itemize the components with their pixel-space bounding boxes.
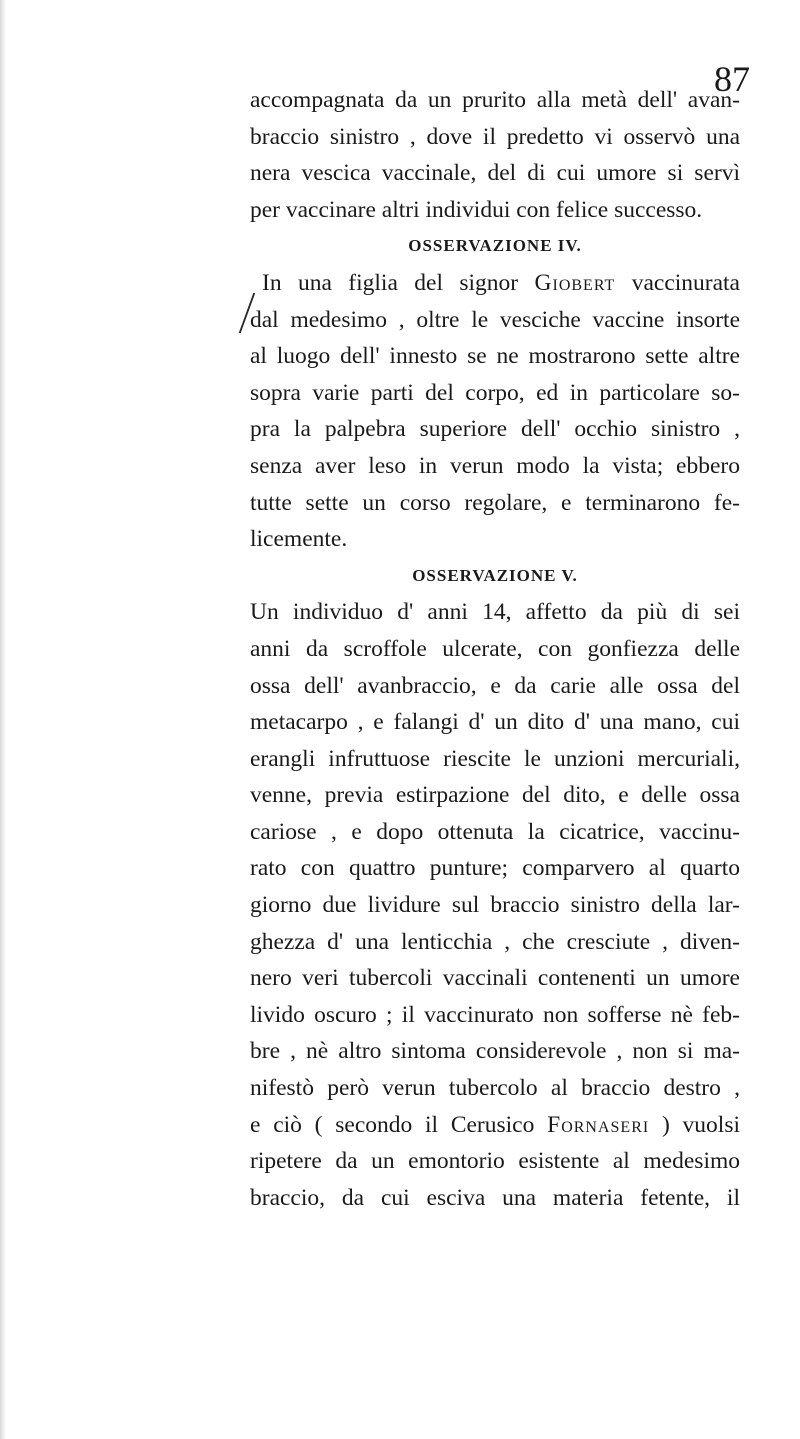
text-line: senza aver leso in verun modo la vista; ebbero (250, 452, 740, 479)
text-line: Un individuo d' anni 14, affetto da più di sei (250, 599, 740, 626)
text-line: per vaccinare altri individui con felice successo. (250, 196, 703, 223)
text-line (250, 265, 740, 302)
text-line: bre , nè altro sintoma considerevole , non si ma- (250, 1038, 740, 1065)
text-line: licemente. (250, 526, 348, 553)
text-line: nero veri tubercoli vaccinali contenenti un umore (250, 965, 740, 992)
text-fragment: In una figlia del signor (262, 269, 535, 296)
text-line: cariose , e dopo ottenuta la cicatrice, vaccinu- (250, 818, 740, 845)
page-edge-shadow (0, 0, 6, 1439)
text-line: dal medesimo , oltre le vesciche vaccine insorte (250, 306, 740, 333)
text-line: tutte sette un corso regolare, e terminarono fe- (250, 489, 740, 516)
page-number: 87 (714, 59, 750, 99)
text-line: braccio, da cui esciva una materia fetente, il (250, 1184, 740, 1211)
text-line: nifestò però verun tubercolo al braccio destro , (250, 1075, 740, 1102)
text-line: nera vescica vaccinale, del di cui umore si servì (250, 160, 740, 187)
text-line: venne, previa estirpazione del dito, e delle ossa (250, 782, 740, 809)
text-line: giorno due lividure sul braccio sinistro della lar- (250, 892, 740, 919)
person-name: Giobert (534, 269, 616, 296)
text-line: pra la palpebra superiore dell' occhio sinistro , (250, 416, 740, 443)
text-line: ossa dell' avanbraccio, e da carie alle ossa del (250, 672, 740, 699)
text-line: braccio sinistro , dove il predetto vi osservò una (250, 123, 740, 150)
section-heading: OSSERVAZIONE IV. (408, 236, 582, 256)
text-line: ghezza d' una lenticchia , che cresciute , diven- (250, 928, 740, 955)
text-line: sopra varie parti del corpo, ed in particolare so- (250, 379, 740, 406)
text-fragment: e ciò ( secondo il Cerusico (250, 1111, 548, 1138)
text-fragment: vaccinurata (615, 269, 740, 296)
body-text (250, 82, 740, 1216)
text-line: erangli infruttuose riescite le unzioni mercuriali, (250, 745, 740, 772)
person-name: Fornaseri (547, 1111, 650, 1138)
text-line: anni da scroffole ulcerate, con gonfiezza delle (250, 635, 740, 662)
text-line: rato con quattro punture; comparvero al quarto (250, 855, 740, 882)
text-line: ripetere da un emontorio esistente al medesimo (250, 1148, 740, 1175)
text-fragment: ) vuolsi (649, 1111, 740, 1138)
text-line: metacarpo , e falangi d' un dito d' una mano, cui (250, 709, 740, 736)
text-line: livido oscuro ; il vaccinurato non sofferse nè feb- (250, 1001, 740, 1028)
text-line: accompagnata da un prurito alla metà dell' avan- (250, 87, 740, 113)
text-line: al luogo dell' innesto se ne mostrarono sette altre (250, 343, 740, 370)
section-heading: OSSERVAZIONE V. (412, 565, 578, 585)
text-line (250, 1107, 740, 1144)
